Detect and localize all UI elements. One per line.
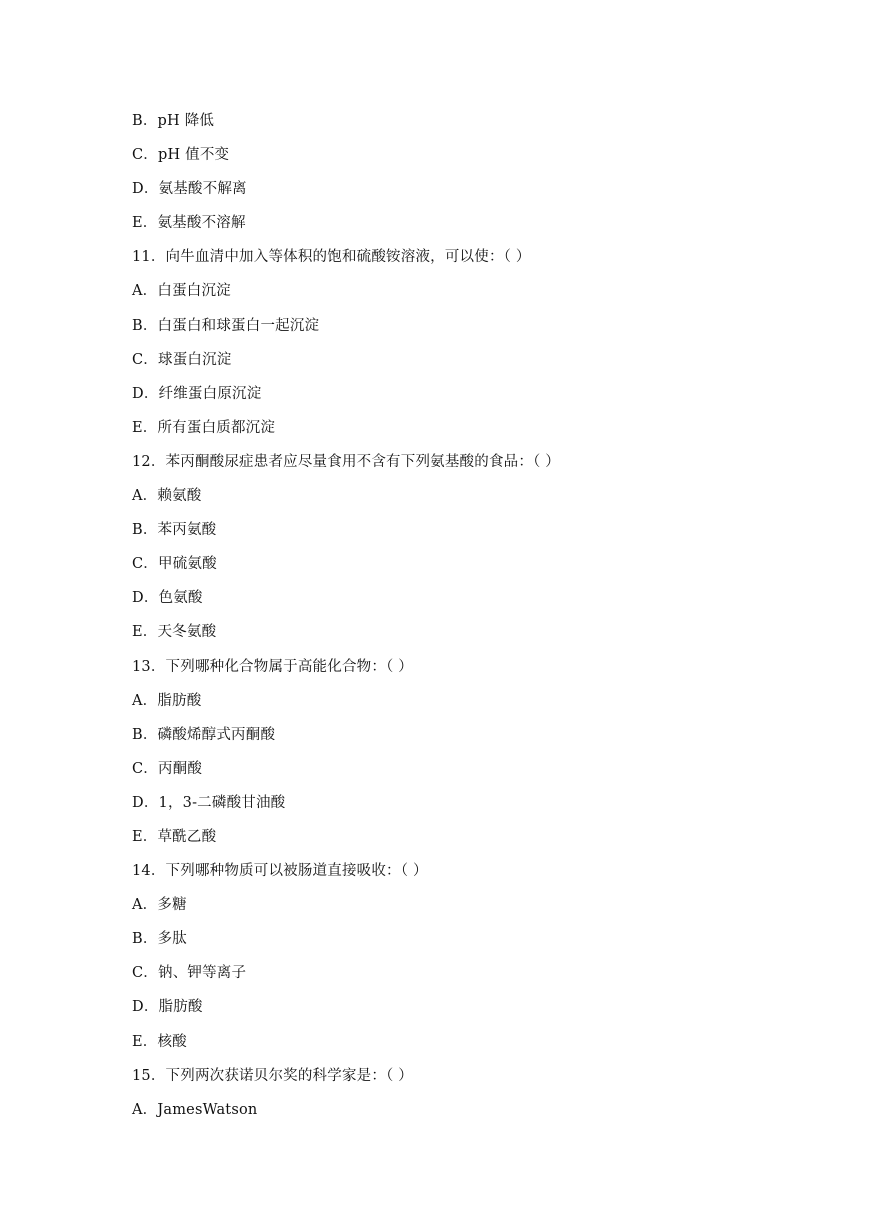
q11-option-e: E．所有蛋白质都沉淀 (132, 419, 276, 436)
q11-option-b: B．白蛋白和球蛋白一起沉淀 (132, 317, 320, 334)
q14-option-c: C．钠、钾等离子 (132, 965, 247, 982)
q12-option-c: C．甲硫氨酸 (132, 556, 217, 573)
question-11: 11．向牛血清中加入等体积的饱和硫酸铵溶液，可以使：（ ） (132, 249, 531, 266)
q14-option-d: D．脂肪酸 (132, 999, 203, 1016)
q14-option-a: A．多糖 (132, 897, 187, 914)
option-b-ph-lower: B．pH 降低 (132, 113, 215, 129)
q13-option-e: E．草酰乙酸 (132, 828, 217, 845)
q11-option-a: A．白蛋白沉淀 (132, 283, 231, 300)
q13-option-c: C．丙酮酸 (132, 760, 203, 777)
q12-option-d: D．色氨酸 (132, 590, 203, 607)
q14-option-b: B．多肽 (132, 931, 187, 948)
q13-option-b: B．磷酸烯醇式丙酮酸 (132, 726, 276, 743)
q14-option-e: E．核酸 (132, 1033, 187, 1050)
question-list (132, 110, 832, 1133)
q12-option-e: E．天冬氨酸 (132, 624, 217, 641)
q12-option-b: B．苯丙氨酸 (132, 522, 217, 539)
question-15: 15．下列两次获诺贝尔奖的科学家是：（ ） (132, 1067, 414, 1084)
question-13: 13．下列哪种化合物属于高能化合物：（ ） (132, 658, 414, 675)
option-c-ph-unchanged: C．pH 值不变 (132, 147, 230, 164)
q13-option-d: D．1，3-二磷酸甘油酸 (132, 794, 286, 811)
q11-option-d: D．纤维蛋白原沉淀 (132, 385, 262, 402)
question-14: 14．下列哪种物质可以被肠道直接吸收：（ ） (132, 863, 428, 880)
q15-option-a: A．JamesWatson (132, 1101, 258, 1118)
option-d-no-dissociation: D．氨基酸不解离 (132, 181, 247, 198)
q12-option-a: A．赖氨酸 (132, 488, 202, 505)
option-e-insoluble: E．氨基酸不溶解 (132, 215, 246, 232)
q11-option-c: C．球蛋白沉淀 (132, 351, 232, 368)
q13-option-a: A．脂肪酸 (132, 692, 202, 709)
question-12: 12．苯丙酮酸尿症患者应尽量食用不含有下列氨基酸的食品：（ ） (132, 453, 561, 470)
